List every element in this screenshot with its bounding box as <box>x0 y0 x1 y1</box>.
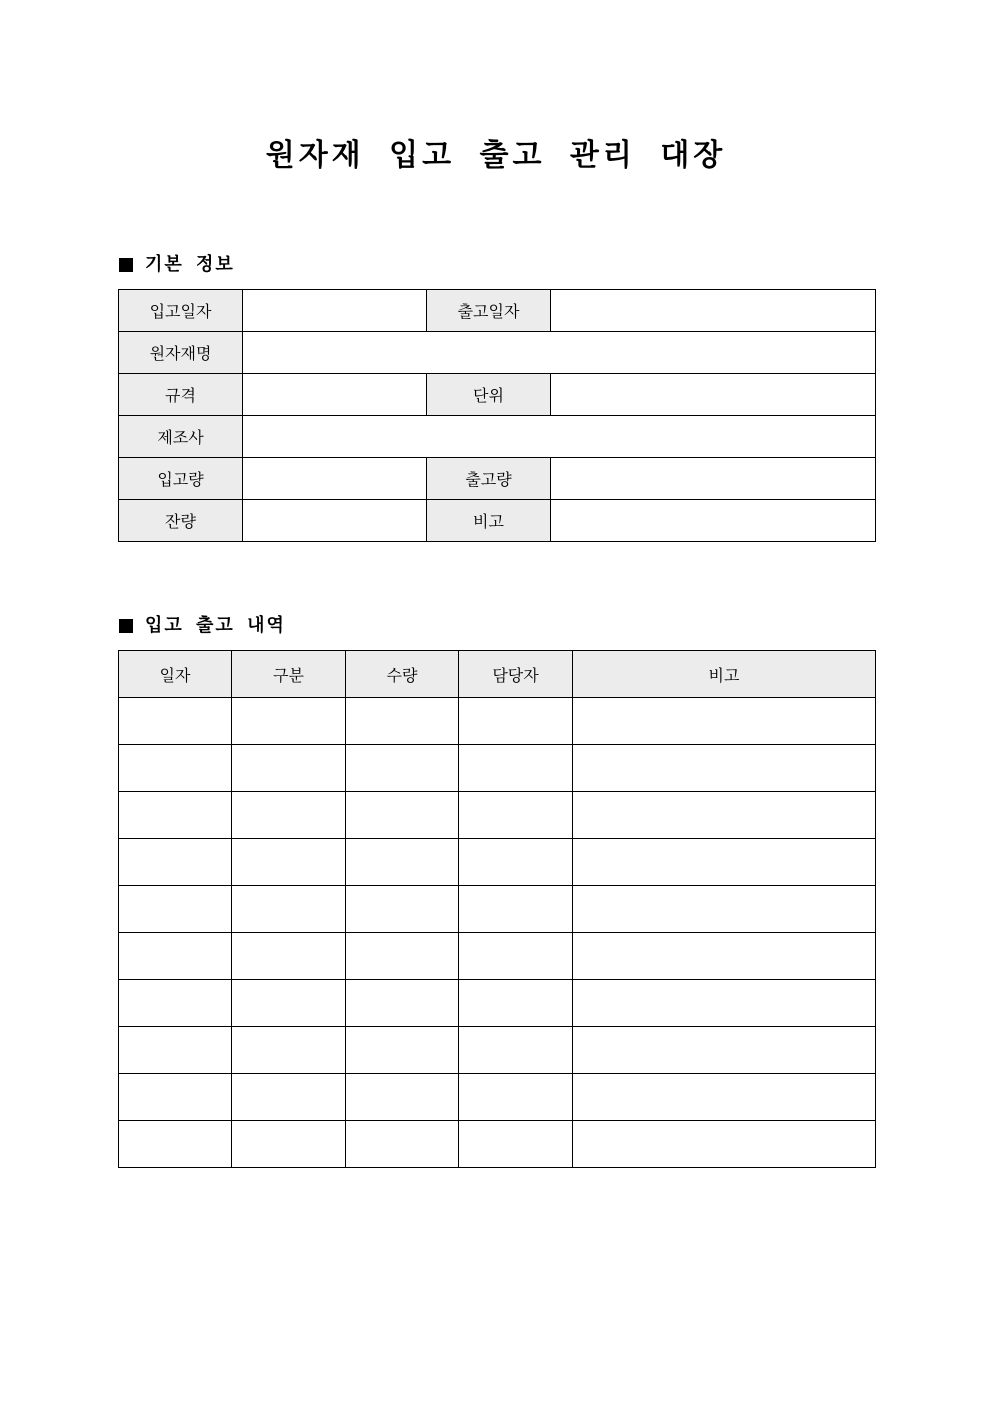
remarks-cell[interactable] <box>573 1121 876 1168</box>
quantity-cell[interactable] <box>346 745 459 792</box>
date-cell[interactable] <box>119 1027 232 1074</box>
column-header-date: 일자 <box>119 651 232 698</box>
receipt-date-field[interactable] <box>243 290 427 332</box>
type-cell[interactable] <box>232 886 346 933</box>
remarks-label: 비고 <box>427 500 551 542</box>
quantity-cell[interactable] <box>346 839 459 886</box>
history-table <box>118 650 876 1168</box>
type-cell[interactable] <box>232 839 346 886</box>
manager-cell[interactable] <box>459 698 573 745</box>
quantity-cell[interactable] <box>346 886 459 933</box>
manager-cell[interactable] <box>459 1027 573 1074</box>
history-header-row <box>119 651 876 698</box>
basic-info-heading <box>119 253 235 277</box>
receipt-qty-label: 입고량 <box>119 458 243 500</box>
table-row <box>119 980 876 1027</box>
manager-cell[interactable] <box>459 745 573 792</box>
history-table-body <box>119 698 876 1168</box>
table-row <box>119 698 876 745</box>
info-row-remaining <box>119 500 876 542</box>
remaining-qty-label: 잔량 <box>119 500 243 542</box>
type-cell[interactable] <box>232 980 346 1027</box>
remarks-cell[interactable] <box>573 1027 876 1074</box>
column-header-type: 구분 <box>232 651 346 698</box>
manager-cell[interactable] <box>459 886 573 933</box>
table-row <box>119 933 876 980</box>
type-cell[interactable] <box>232 1074 346 1121</box>
info-row-dates <box>119 290 876 332</box>
unit-label: 단위 <box>427 374 551 416</box>
date-cell[interactable] <box>119 980 232 1027</box>
column-header-manager: 담당자 <box>459 651 573 698</box>
remarks-cell[interactable] <box>573 745 876 792</box>
table-row <box>119 1121 876 1168</box>
type-cell[interactable] <box>232 745 346 792</box>
remaining-qty-field[interactable] <box>243 500 427 542</box>
quantity-cell[interactable] <box>346 698 459 745</box>
quantity-cell[interactable] <box>346 980 459 1027</box>
receipt-date-label: 입고일자 <box>119 290 243 332</box>
quantity-cell[interactable] <box>346 1121 459 1168</box>
release-date-field[interactable] <box>551 290 876 332</box>
remarks-cell[interactable] <box>573 1074 876 1121</box>
receipt-qty-field[interactable] <box>243 458 427 500</box>
type-cell[interactable] <box>232 1027 346 1074</box>
release-qty-field[interactable] <box>551 458 876 500</box>
history-heading <box>119 614 286 638</box>
manager-cell[interactable] <box>459 839 573 886</box>
manager-cell[interactable] <box>459 1121 573 1168</box>
quantity-cell[interactable] <box>346 933 459 980</box>
manager-cell[interactable] <box>459 1074 573 1121</box>
date-cell[interactable] <box>119 933 232 980</box>
material-name-label: 원자재명 <box>119 332 243 374</box>
basic-info-table <box>118 289 876 542</box>
date-cell[interactable] <box>119 1121 232 1168</box>
date-cell[interactable] <box>119 886 232 933</box>
info-row-quantities <box>119 458 876 500</box>
info-row-manufacturer <box>119 416 876 458</box>
remarks-cell[interactable] <box>573 886 876 933</box>
table-row <box>119 745 876 792</box>
remarks-cell[interactable] <box>573 698 876 745</box>
remarks-cell[interactable] <box>573 980 876 1027</box>
quantity-cell[interactable] <box>346 1074 459 1121</box>
remarks-cell[interactable] <box>573 792 876 839</box>
manufacturer-field[interactable] <box>243 416 876 458</box>
info-row-spec <box>119 374 876 416</box>
date-cell[interactable] <box>119 698 232 745</box>
basic-info-heading-label: 기본 정보 <box>145 254 235 275</box>
release-qty-label: 출고량 <box>427 458 551 500</box>
date-cell[interactable] <box>119 792 232 839</box>
remarks-field[interactable] <box>551 500 876 542</box>
table-row <box>119 1074 876 1121</box>
type-cell[interactable] <box>232 933 346 980</box>
square-bullet-icon <box>119 258 133 272</box>
square-bullet-icon <box>119 619 133 633</box>
info-row-material <box>119 332 876 374</box>
quantity-cell[interactable] <box>346 1027 459 1074</box>
manager-cell[interactable] <box>459 933 573 980</box>
table-row <box>119 1027 876 1074</box>
history-heading-label: 입고 출고 내역 <box>145 615 286 636</box>
column-header-quantity: 수량 <box>346 651 459 698</box>
material-name-field[interactable] <box>243 332 876 374</box>
type-cell[interactable] <box>232 698 346 745</box>
manufacturer-label: 제조사 <box>119 416 243 458</box>
manager-cell[interactable] <box>459 980 573 1027</box>
spec-label: 규격 <box>119 374 243 416</box>
spec-field[interactable] <box>243 374 427 416</box>
type-cell[interactable] <box>232 1121 346 1168</box>
release-date-label: 출고일자 <box>427 290 551 332</box>
remarks-cell[interactable] <box>573 839 876 886</box>
page-title: 원자재 입고 출고 관리 대장 <box>265 138 727 173</box>
type-cell[interactable] <box>232 792 346 839</box>
date-cell[interactable] <box>119 1074 232 1121</box>
column-header-remarks: 비고 <box>573 651 876 698</box>
date-cell[interactable] <box>119 745 232 792</box>
table-row <box>119 886 876 933</box>
table-row <box>119 839 876 886</box>
quantity-cell[interactable] <box>346 792 459 839</box>
manager-cell[interactable] <box>459 792 573 839</box>
date-cell[interactable] <box>119 839 232 886</box>
remarks-cell[interactable] <box>573 933 876 980</box>
table-row <box>119 792 876 839</box>
unit-field[interactable] <box>551 374 876 416</box>
